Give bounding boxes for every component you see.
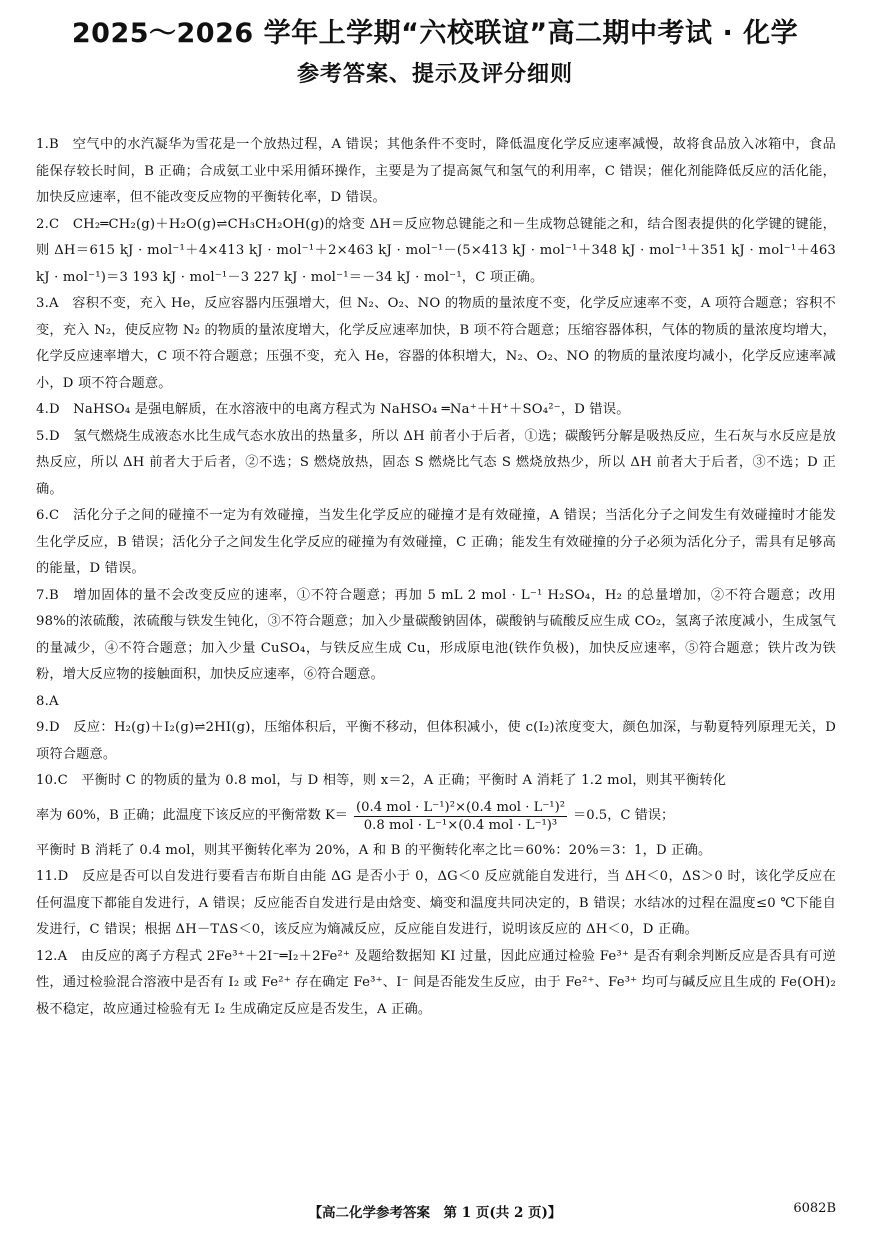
- answer-10-formula-post: ＝0.5，C 错误；: [573, 808, 675, 823]
- answer-10-rest: 平衡时 B 消耗了 0.4 mol，则其平衡转化率为 20%，A 和 B 的平衡转化率之比＝60%：20%＝3：1，D 正确。: [36, 842, 712, 858]
- answer-10-line1: 10.C 平衡时 C 的物质的量为 0.8 mol，与 D 相等，则 x＝2，A 正确；平衡时 A 消耗了 1.2 mol，则其平衡转化: [36, 773, 727, 788]
- answer-item-9: 9.D 反应：H₂(g)＋I₂(g)⇌2HI(g)，压缩体积后，平衡不移动，但体积减小，使 c(I₂)浓度变大，颜色加深，与勒夏特列原理无关，D 项符合题意。: [36, 720, 836, 762]
- answer-item-4: 4.D NaHSO₄ 是强电解质，在水溶液中的电离方程式为 NaHSO₄ ═Na⁺＋H⁺＋SO₄²⁻，D 错误。: [36, 402, 630, 417]
- equilibrium-constant-fraction: [354, 799, 567, 834]
- page-footer: 【高二化学参考答案 第 1 页(共 2 页)】: [308, 1205, 562, 1221]
- answer-item-11: 11.D 反应是否可以自发进行要看吉布斯自由能 ΔG 是否小于 0，ΔG＜0 反应就能自发进行，当 ΔH＜0，ΔS＞0 时，该化学反应在任何温度下都能自发进行，A 错误；反应能否自发进行是由焓变、熵变和温度共同决定的，B 错误；水结冰的过程在温度≤0 ℃下能自发进行，C 错误；根据 ΔH－TΔS＜0，该反应为熵减反应，反应能自发进行，说明该反应的 ΔH＜0，D 正确。: [36, 869, 836, 937]
- answer-item-1: 1.B 空气中的水汽凝华为雪花是一个放热过程，A 错误；其他条件不变时，降低温度化学反应速率减慢，故将食品放入冰箱中，食品能保存较长时间，B 正确；合成氨工业中采用循环操作，主要是为了提高氮气和氢气的利用率，C 错误；催化剂能降低反应的活化能，加快反应速率，但不能改变反应物的平衡转化率，D 错误。: [36, 137, 836, 205]
- page-subtitle: 参考答案、提示及评分细则: [296, 62, 573, 87]
- answer-item-6: 6.C 活化分子之间的碰撞不一定为有效碰撞，当发生化学反应的碰撞才是有效碰撞，A 错误；当活化分子之间发生有效碰撞时才能发生化学反应，B 错误；活化分子之间发生化学反应的碰撞为有效碰撞，C 正确；能发生有效碰撞的分子必须为活化分子，需具有足够高的能量，D 错误。: [36, 508, 836, 576]
- answer-10-formula-line: [36, 799, 836, 834]
- answer-item-8: 8.A: [36, 693, 59, 709]
- answer-item-2: 2.C CH₂═CH₂(g)＋H₂O(g)⇌CH₃CH₂OH(g)的焓变 ΔH＝反应物总键能之和－生成物总键能之和，结合图表提供的化学键的键能，则 ΔH＝615 kJ · mol⁻¹＋4×413 kJ · mol⁻¹＋2×463 kJ · mol⁻¹－(5×413 kJ · mol⁻¹＋348 kJ · mol⁻¹＋351 kJ · mol⁻¹＋463 kJ · mol⁻¹)＝3 193 kJ · mol⁻¹－3 227 kJ · mol⁻¹＝－34 kJ · mol⁻¹，C 项正确。: [36, 216, 836, 285]
- answer-item-12: 12.A 由反应的离子方程式 2Fe³⁺＋2I⁻═I₂＋2Fe²⁺ 及题给数据知 KI 过量，因此应通过检验 Fe³⁺ 是否有剩余判断反应是否具有可逆性，通过检验混合溶液中是否有 I₂ 或 Fe²⁺ 存在确定 Fe³⁺、I⁻ 间是否能发生反应，由于 Fe²⁺、Fe³⁺ 均可与碱反应且生成的 Fe(OH)₂ 极不稳定，故应通过检验有无 I₂ 生成确定反应是否发生，A 正确。: [36, 948, 836, 1017]
- answer-item-5: 5.D 氢气燃烧生成液态水比生成气态水放出的热量多，所以 ΔH 前者小于后者，①选；碳酸钙分解是吸热反应，生石灰与水反应是放热反应，所以 ΔH 前者大于后者，②不选；S 燃烧放热，固态 S 燃烧比气态 S 燃烧放热少，所以 ΔH 前者大于后者，③不选；D 正确。: [36, 428, 836, 497]
- fraction-denominator: 0.8 mol · L⁻¹×(0.4 mol · L⁻¹)³: [363, 817, 558, 833]
- page-title: 2025～2026 学年上学期“六校联谊”高二期中考试 · 化学: [71, 18, 799, 49]
- document-code: 6082B: [793, 1201, 836, 1216]
- fraction-numerator: (0.4 mol · L⁻¹)²×(0.4 mol · L⁻¹)²: [356, 799, 566, 815]
- answer-10-formula-pre: 率为 60%，B 正确；此温度下该反应的平衡常数 K＝: [36, 808, 348, 823]
- answer-item-7: 7.B 增加固体的量不会改变反应的速率，①不符合题意；再加 5 mL 2 mol · L⁻¹ H₂SO₄，H₂ 的总量增加，②不符合题意；改用 98%的浓硫酸，浓硫酸与铁发生钝化，③不符合题意；加入少量碳酸钠固体，碳酸钠与硫酸反应生成 CO₂，氢离子浓度减小，生成氢气的量减少，④不符合题意；加入少量 CuSO₄，与铁反应生成 Cu，形成原电池(铁作负极)，加快反应速率，⑤符合题意；铁片改为铁粉，增大反应物的接触面积，加快反应速率，⑥符合题意。: [36, 587, 836, 682]
- answer-item-3: 3.A 容积不变，充入 He，反应容器内压强增大，但 N₂、O₂、NO 的物质的量浓度不变，化学反应速率不变，A 项符合题意；容积不变，充入 N₂，使反应物 N₂ 的物质的量浓度增大，化学反应速率加快，B 项不符合题意；压缩容器体积，气体的物质的量浓度均增大，化学反应速率增大，C 项不符合题意；压强不变，充入 He，容器的体积增大，N₂、O₂、NO 的物质的量浓度均减小，化学反应速率减小，D 项不符合题意。: [36, 296, 836, 391]
- answer-item-10: [36, 768, 836, 864]
- answer-list: [36, 132, 836, 1023]
